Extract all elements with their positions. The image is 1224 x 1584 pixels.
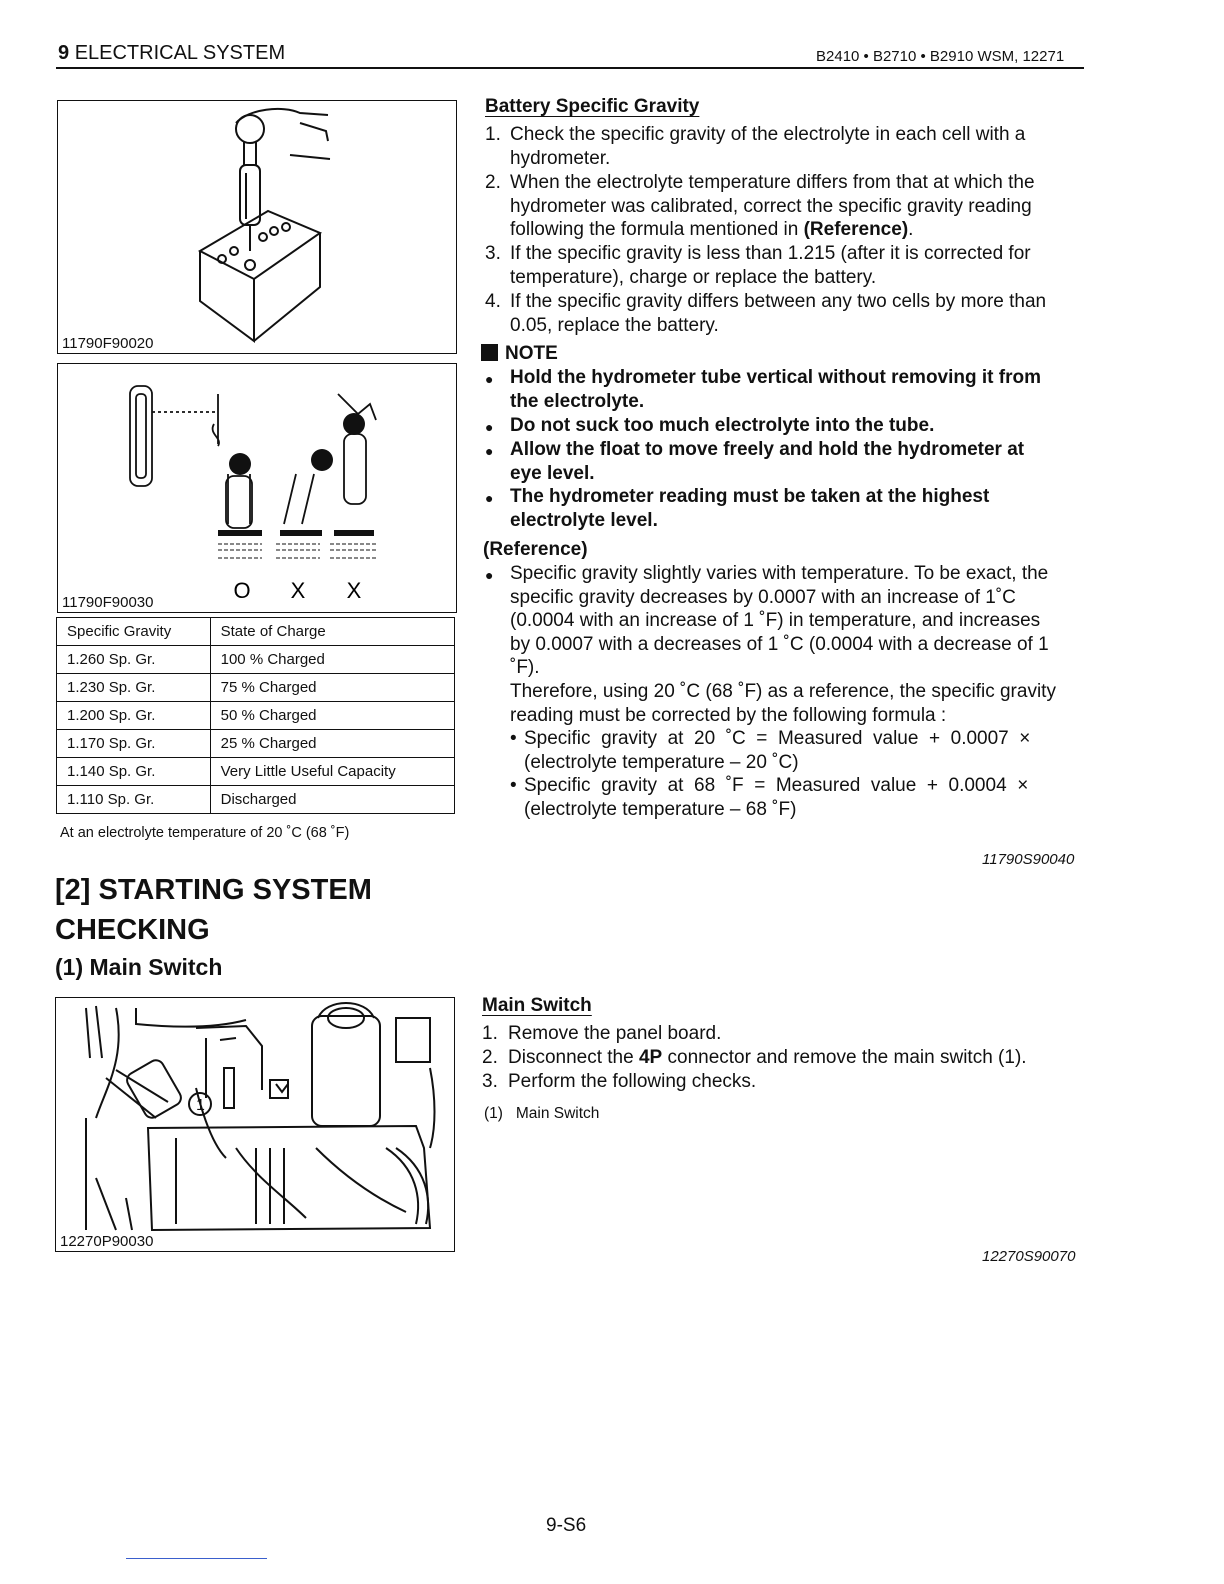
figure-legend: (1) Main Switch — [484, 1105, 600, 1122]
reference-line: ˚F). — [510, 657, 540, 679]
step-number: 1. — [482, 1023, 498, 1044]
bullet-icon: ● — [485, 567, 494, 583]
dot-bullet: • — [510, 728, 517, 749]
wrong-mark-1: X — [290, 578, 306, 603]
note-line: Allow the float to move freely and hold the hydrometer at — [510, 439, 1025, 460]
table-cell: 1.140 Sp. Gr. — [57, 758, 211, 786]
main-switch-illustration — [56, 998, 454, 1251]
note-line: electrolyte level. — [510, 509, 658, 531]
table-cell: 1.110 Sp. Gr. — [57, 786, 211, 814]
step-line: hydrometer was calibrated, correct the specific gravity reading — [510, 195, 1032, 217]
section-code: 11790S90040 — [982, 851, 1075, 868]
specific-gravity-table — [56, 617, 455, 814]
bullet-icon: ● — [485, 371, 494, 387]
step-line: 0.05, replace the battery. — [510, 314, 719, 336]
callout-number: 1 — [196, 1097, 205, 1114]
footer-divider — [126, 1558, 267, 1559]
note-line: eye level. — [510, 462, 595, 484]
figure-code: 11790F90020 — [62, 335, 154, 352]
subsection-title: (1) Main Switch — [55, 954, 223, 980]
table-cell: 1.200 Sp. Gr. — [57, 702, 211, 730]
step-number: 3. — [485, 243, 501, 264]
dot-bullet: • — [510, 775, 517, 796]
main-switch-figure — [55, 997, 455, 1252]
reference-line: specific gravity decreases by 0.0007 with an increase of 1˚C — [510, 586, 1016, 608]
table-cell: Discharged — [210, 786, 454, 814]
chapter-header — [58, 42, 285, 65]
battery-illustration — [58, 101, 456, 353]
table-cell: Very Little Useful Capacity — [210, 758, 454, 786]
step-line: When the electrolyte temperature differs from that at which the — [510, 172, 1035, 193]
correct-mark: O — [233, 578, 251, 603]
table-cell: 25 % Charged — [210, 730, 454, 758]
bullet-icon: ● — [485, 443, 494, 459]
section-title — [55, 870, 372, 950]
formula-line: Specific gravity at 68 ˚F = Measured value + 0.0004 × — [524, 775, 1029, 796]
formula-line: (electrolyte temperature – 20 ˚C) — [524, 751, 799, 773]
header-divider — [56, 67, 1084, 69]
hydrometer-reading-figure — [57, 363, 457, 613]
table-row — [57, 758, 455, 786]
formula-line: (electrolyte temperature – 68 ˚F) — [524, 798, 797, 820]
bullet-icon: ● — [485, 490, 494, 506]
reference-link-text: (Reference) — [803, 219, 909, 241]
table-row — [57, 674, 455, 702]
step-line: temperature), charge or replace the battery. — [510, 266, 877, 288]
section-title-line: [2] STARTING SYSTEM — [55, 874, 372, 906]
hydrometer-illustration — [58, 364, 456, 612]
chapter-number: 9 — [58, 42, 70, 64]
section-title-line: CHECKING — [55, 914, 210, 946]
model-reference: B2410 • B2710 • B2910 WSM, 12271 — [816, 48, 1065, 65]
table-header-row — [57, 618, 455, 646]
step-number: 1. — [485, 124, 501, 145]
formula-line: Specific gravity at 20 ˚C = Measured value + 0.0007 × — [524, 728, 1031, 749]
step-line: If the specific gravity is less than 1.215 (after it is corrected for — [510, 243, 1031, 264]
note-line: the electrolyte. — [510, 390, 645, 412]
section-heading: Battery Specific Gravity — [485, 96, 700, 117]
table-row — [57, 730, 455, 758]
figure-code: 11790F90030 — [62, 594, 154, 611]
step-number: 3. — [482, 1071, 498, 1092]
section-heading: Main Switch — [482, 995, 592, 1016]
note-square-icon — [481, 344, 498, 361]
table-cell: 1.170 Sp. Gr. — [57, 730, 211, 758]
table-cell: 75 % Charged — [210, 674, 454, 702]
table-row — [57, 646, 455, 674]
step-number: 2. — [482, 1047, 498, 1068]
reference-line: (0.0004 with an increase of 1 ˚F) in temperature, and increases — [510, 610, 1041, 632]
step-line: hydrometer. — [510, 147, 611, 169]
reference-label: (Reference) — [483, 539, 588, 560]
reference-line: by 0.0007 with a decreases of 1 ˚C (0.0004 with a decrease of 1 — [510, 633, 1049, 655]
step-text: Disconnect the 4P connector and remove the main switch (1). — [508, 1047, 1027, 1068]
step-number: 4. — [485, 291, 501, 312]
table-header-cell: Specific Gravity — [57, 618, 211, 646]
table-row — [57, 786, 455, 814]
table-note: At an electrolyte temperature of 20 ˚C (68 ˚F) — [60, 825, 350, 841]
step-line: If the specific gravity differs between any two cells by more than — [510, 291, 1047, 312]
note-line: Hold the hydrometer tube vertical without removing it from — [510, 367, 1041, 388]
page-number: 9-S6 — [546, 1515, 587, 1536]
step-number: 2. — [485, 172, 501, 193]
wrong-mark-2: X — [346, 578, 362, 603]
table-row — [57, 702, 455, 730]
table-cell: 1.230 Sp. Gr. — [57, 674, 211, 702]
bullet-icon: ● — [485, 419, 494, 435]
table-cell: 100 % Charged — [210, 646, 454, 674]
note-label: NOTE — [481, 342, 558, 366]
table-cell: 1.260 Sp. Gr. — [57, 646, 211, 674]
section-code: 12270S90070 — [982, 1248, 1076, 1265]
step-text: Perform the following checks. — [508, 1071, 757, 1092]
step-text: Remove the panel board. — [508, 1023, 722, 1044]
battery-hydrometer-figure — [57, 100, 457, 354]
table-cell: 50 % Charged — [210, 702, 454, 730]
step-line: following the formula mentioned in (Reference). — [510, 219, 914, 241]
note-line: The hydrometer reading must be taken at the highest — [510, 486, 990, 507]
reference-line: Specific gravity slightly varies with temperature. To be exact, the — [510, 563, 1049, 584]
reference-line: reading must be corrected by the following formula : — [510, 704, 947, 726]
table-header-cell: State of Charge — [210, 618, 454, 646]
figure-code: 12270P90030 — [60, 1233, 154, 1250]
chapter-title: ELECTRICAL SYSTEM — [74, 42, 286, 64]
note-line: Do not suck too much electrolyte into the tube. — [510, 415, 935, 436]
step-line: Check the specific gravity of the electrolyte in each cell with a — [510, 124, 1026, 145]
reference-line: Therefore, using 20 ˚C (68 ˚F) as a reference, the specific gravity — [510, 680, 1056, 702]
